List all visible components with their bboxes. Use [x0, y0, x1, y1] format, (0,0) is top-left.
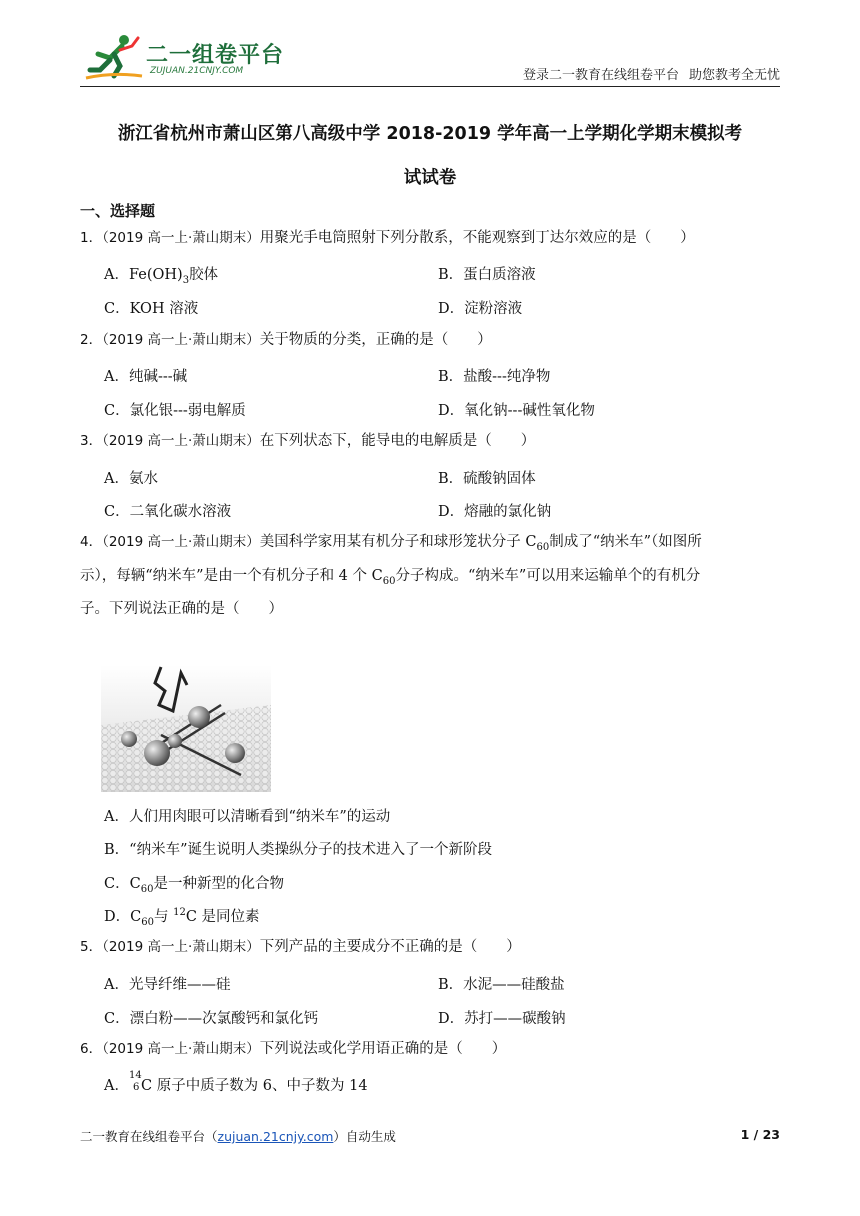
- slogan-part-1: 登录二一教育在线组卷平台: [522, 68, 679, 83]
- question-source: （2019 高一上·萧山期末）: [102, 230, 260, 246]
- q5-option-c[interactable]: C．漂白粉——次氯酸钙和氯化钙: [104, 1011, 319, 1027]
- nanocar-figure: [101, 665, 271, 792]
- question-4-stem-line-3: 子。下列说法正确的是（ ）: [80, 601, 283, 617]
- q2-option-a[interactable]: A．纯碱---碱: [104, 369, 188, 385]
- q4-option-b[interactable]: B．“纳米车”诞生说明人类操纵分子的技术进入了一个新阶段: [104, 842, 492, 858]
- q3-option-d[interactable]: D．熔融的氯化钠: [438, 504, 552, 520]
- question-2-stem: 2．（2019 高一上·萧山期末）关于物质的分类，正确的是（ ）: [80, 332, 492, 348]
- question-3-stem: 3．（2019 高一上·萧山期末）在下列状态下，能导电的电解质是（ ）: [80, 433, 536, 449]
- isotope-notation: 14 6: [128, 1070, 142, 1093]
- q2-option-c[interactable]: C．氯化银---弱电解质: [104, 403, 246, 419]
- q6-option-a[interactable]: A． 14 6 C 原子中质子数为 6、中子数为 14: [104, 1070, 368, 1094]
- question-6-stem: 6．（2019 高一上·萧山期末）下列说法或化学用语正确的是（ ）: [80, 1041, 507, 1057]
- page-number: 1 / 23: [740, 1127, 780, 1142]
- slogan-part-2: 助您教考全无忧: [688, 68, 780, 83]
- exam-title-line-1: 浙江省杭州市萧山区第八高级中学 2018-2019 学年高一上学期化学期末模拟考: [117, 124, 743, 144]
- q2-option-d[interactable]: D．氧化钠---碱性氧化物: [438, 403, 595, 419]
- site-link[interactable]: zujuan.21cnjy.com: [217, 1129, 334, 1144]
- q5-option-d[interactable]: D．苏打——碳酸钠: [438, 1011, 566, 1027]
- question-5-stem: 5．（2019 高一上·萧山期末）下列产品的主要成分不正确的是（ ）: [80, 939, 521, 955]
- header-slogan: [513, 64, 780, 83]
- q1-option-a[interactable]: A．$Fe(OH)_3$胶体: [104, 267, 219, 286]
- q5-option-b[interactable]: B．水泥——硅酸盐: [438, 977, 565, 993]
- exam-title-line-2: 试试卷: [403, 168, 457, 188]
- q2-option-b[interactable]: B．盐酸---纯净物: [438, 369, 551, 385]
- logo-text: 二一组卷平台: [146, 43, 285, 68]
- q1-option-b[interactable]: B．蛋白质溶液: [438, 267, 536, 283]
- q1-option-c[interactable]: C．KOH 溶液: [104, 301, 199, 317]
- q4-option-c[interactable]: C．$C_{60}$是一种新型的化合物: [104, 876, 284, 895]
- logo-subtext: ZUJUAN.21CNJY.COM: [150, 66, 244, 76]
- question-4-stem-line-1: 4．（2019 高一上·萧山期末）美国科学家用某有机分子和球形笼状分子 $C_{60}$制成了“纳米车”（如图所: [80, 534, 702, 553]
- question-text: 用聚光手电筒照射下列分散系，不能观察到丁达尔效应的是（ ）: [259, 230, 695, 246]
- question-number: 1．: [80, 230, 103, 246]
- page-header: [80, 30, 780, 87]
- q3-option-b[interactable]: B．硫酸钠固体: [438, 471, 536, 487]
- question-1-stem: [80, 222, 780, 256]
- q3-option-c[interactable]: C．二氧化碳水溶液: [104, 504, 232, 520]
- logo: [84, 32, 284, 82]
- footer-source: 二一教育在线组卷平台（zujuan.21cnjy.com）自动生成: [80, 1129, 396, 1144]
- q5-option-a[interactable]: A．光导纤维——硅: [104, 977, 231, 993]
- question-4-stem-line-2: 示），每辆“纳米车”是由一个有机分子和 4 个 $C_{60}$分子构成。“纳米车”可以用来运输单个的有机分: [80, 568, 701, 587]
- q3-option-a[interactable]: A．氨水: [104, 471, 158, 487]
- q1-option-d[interactable]: D．淀粉溶液: [438, 301, 523, 317]
- q4-option-a[interactable]: A．人们用肉眼可以清晰看到“纳米车”的运动: [104, 809, 391, 825]
- q4-option-d[interactable]: D．$C_{60}$与 $^{12}$C 是同位素: [104, 907, 260, 928]
- runner-logo-icon: [84, 32, 144, 82]
- section-title: 一、选择题: [80, 202, 156, 220]
